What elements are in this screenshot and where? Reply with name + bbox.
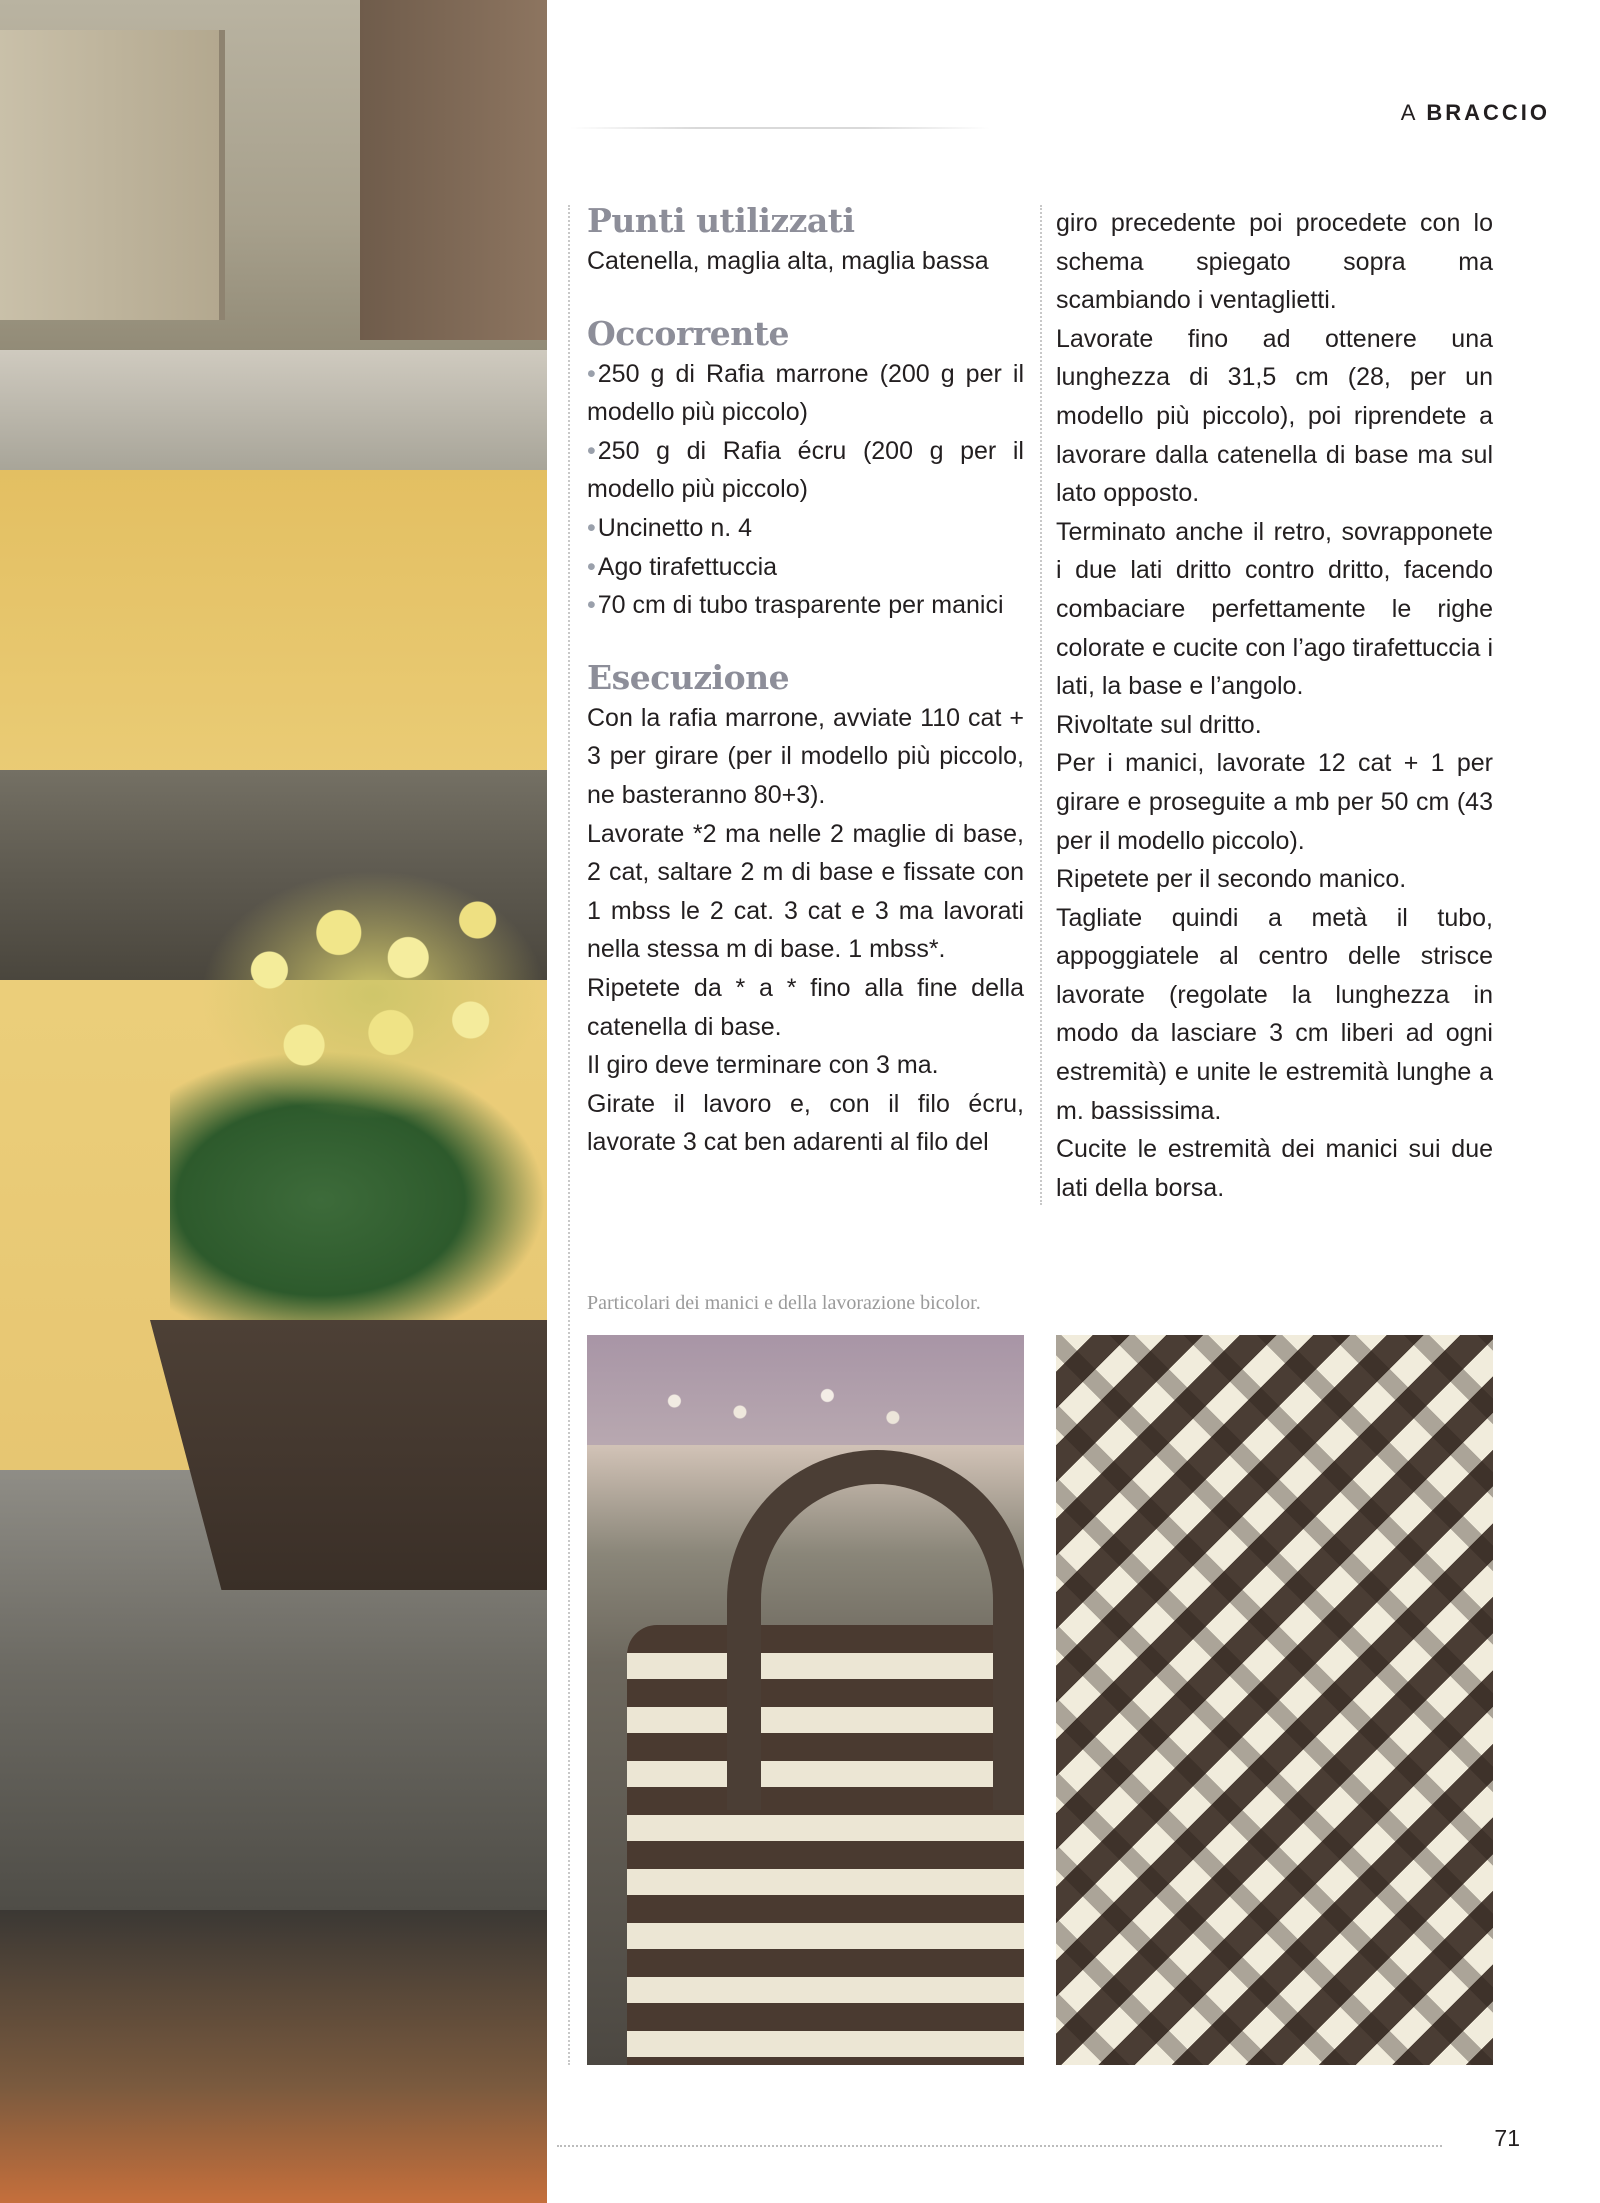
occorrente-item: • 250 g di Rafia marrone (200 g per il modello più piccolo) bbox=[587, 355, 1024, 432]
instruction-paragraph: Tagliate quindi a metà il tubo, appoggiatele al centro delle strisce lavorate (regolate la lunghezza in modo da lasciare 3 cm liberi ad ogni estremità) e unite le estremità lunghe a m. bassissima. bbox=[1056, 903, 1493, 1125]
text-column-2 bbox=[1056, 204, 1493, 1207]
photo-dried-flowers bbox=[587, 1335, 1024, 1445]
photo-caption: Particolari dei manici e della lavorazione bicolor. bbox=[587, 1292, 981, 1314]
photo-wooden-frame bbox=[360, 0, 547, 340]
esecuzione-paragraph: Ripetete da * a * fino alla fine della catenella di base. bbox=[587, 973, 1024, 1041]
photo-yellow-flowers bbox=[200, 870, 547, 1120]
esecuzione-paragraph: Lavorate *2 ma nelle 2 maglie di base, 2 cat, saltare 2 m di base e fissate con 1 mbss le 2 cat. 3 cat e 3 ma lavorati nella stessa m di base. 1 mbss*. bbox=[587, 819, 1024, 964]
column-divider-left bbox=[568, 205, 570, 2065]
occorrente-item: • 70 cm di tubo trasparente per manici bbox=[587, 586, 1024, 625]
text-column-1 bbox=[587, 200, 1024, 1162]
header-rule bbox=[570, 127, 990, 129]
instruction-paragraph: Per i manici, lavorate 12 cat + 1 per girare e proseguite a mb per 50 cm (43 per il modello piccolo). bbox=[1056, 749, 1493, 855]
photo-shelf bbox=[0, 350, 547, 480]
occorrente-heading: Occorrente bbox=[587, 313, 789, 353]
esecuzione-paragraph: Girate il lavoro e, con il filo écru, lavorate 3 cat ben adarenti al filo del bbox=[587, 1089, 1024, 1157]
section-prefix: A bbox=[1400, 100, 1418, 125]
section-title: BRACCIO bbox=[1426, 100, 1550, 125]
occorrente-item: • Uncinetto n. 4 bbox=[587, 509, 1024, 548]
esecuzione-paragraph: Con la rafia marrone, avviate 110 cat + 3 per girare (per il modello più piccolo, ne basteranno 80+3). bbox=[587, 703, 1024, 809]
photo-stone-pot bbox=[0, 30, 225, 320]
instruction-paragraph: Lavorate fino ad ottenere una lunghezza di 31,5 cm (28, per un modello più piccolo), poi riprendete a lavorare dalla catenella di base ma sul lato opposto. bbox=[1056, 324, 1493, 508]
esecuzione-paragraph: Il giro deve terminare con 3 ma. bbox=[587, 1051, 939, 1080]
punti-heading: Punti utilizzati bbox=[587, 201, 855, 240]
instruction-paragraph: giro precedente poi procedete con lo schema spiegato sopra ma scambiando i ventaglietti. bbox=[1056, 209, 1493, 315]
esecuzione-heading: Esecuzione bbox=[587, 657, 790, 697]
punti-text: Catenella, maglia alta, maglia bassa bbox=[587, 247, 989, 275]
occorrente-item: • Ago tirafettuccia bbox=[587, 548, 1024, 587]
bicolor-stitch-photo bbox=[1056, 1335, 1493, 2065]
photo-floor bbox=[0, 1910, 547, 2203]
column-divider bbox=[1040, 205, 1042, 1205]
bag-handle-photo bbox=[587, 1335, 1024, 2065]
instruction-paragraph: Ripetete per il secondo manico. bbox=[1056, 865, 1407, 894]
instruction-paragraph: Cucite le estremità dei manici sui due lati della borsa. bbox=[1056, 1135, 1493, 1202]
instruction-paragraph: Terminato anche il retro, sovrapponete i due lati dritto contro dritto, facendo combaciare perfettamente le righe colorate e cucite con l’ago tirafettuccia i lati, la base e l’angolo. bbox=[1056, 517, 1493, 701]
section-header bbox=[1330, 100, 1550, 126]
page-number: 71 bbox=[1494, 2125, 1520, 2151]
photo-bag-handle bbox=[727, 1450, 1024, 1810]
instruction-paragraph: Rivoltate sul dritto. bbox=[1056, 710, 1262, 739]
occorrente-item: • 250 g di Rafia écru (200 g per il modello più piccolo) bbox=[587, 432, 1024, 509]
footer-rule bbox=[557, 2145, 1442, 2147]
left-photo-flowers-bench bbox=[0, 0, 547, 2203]
